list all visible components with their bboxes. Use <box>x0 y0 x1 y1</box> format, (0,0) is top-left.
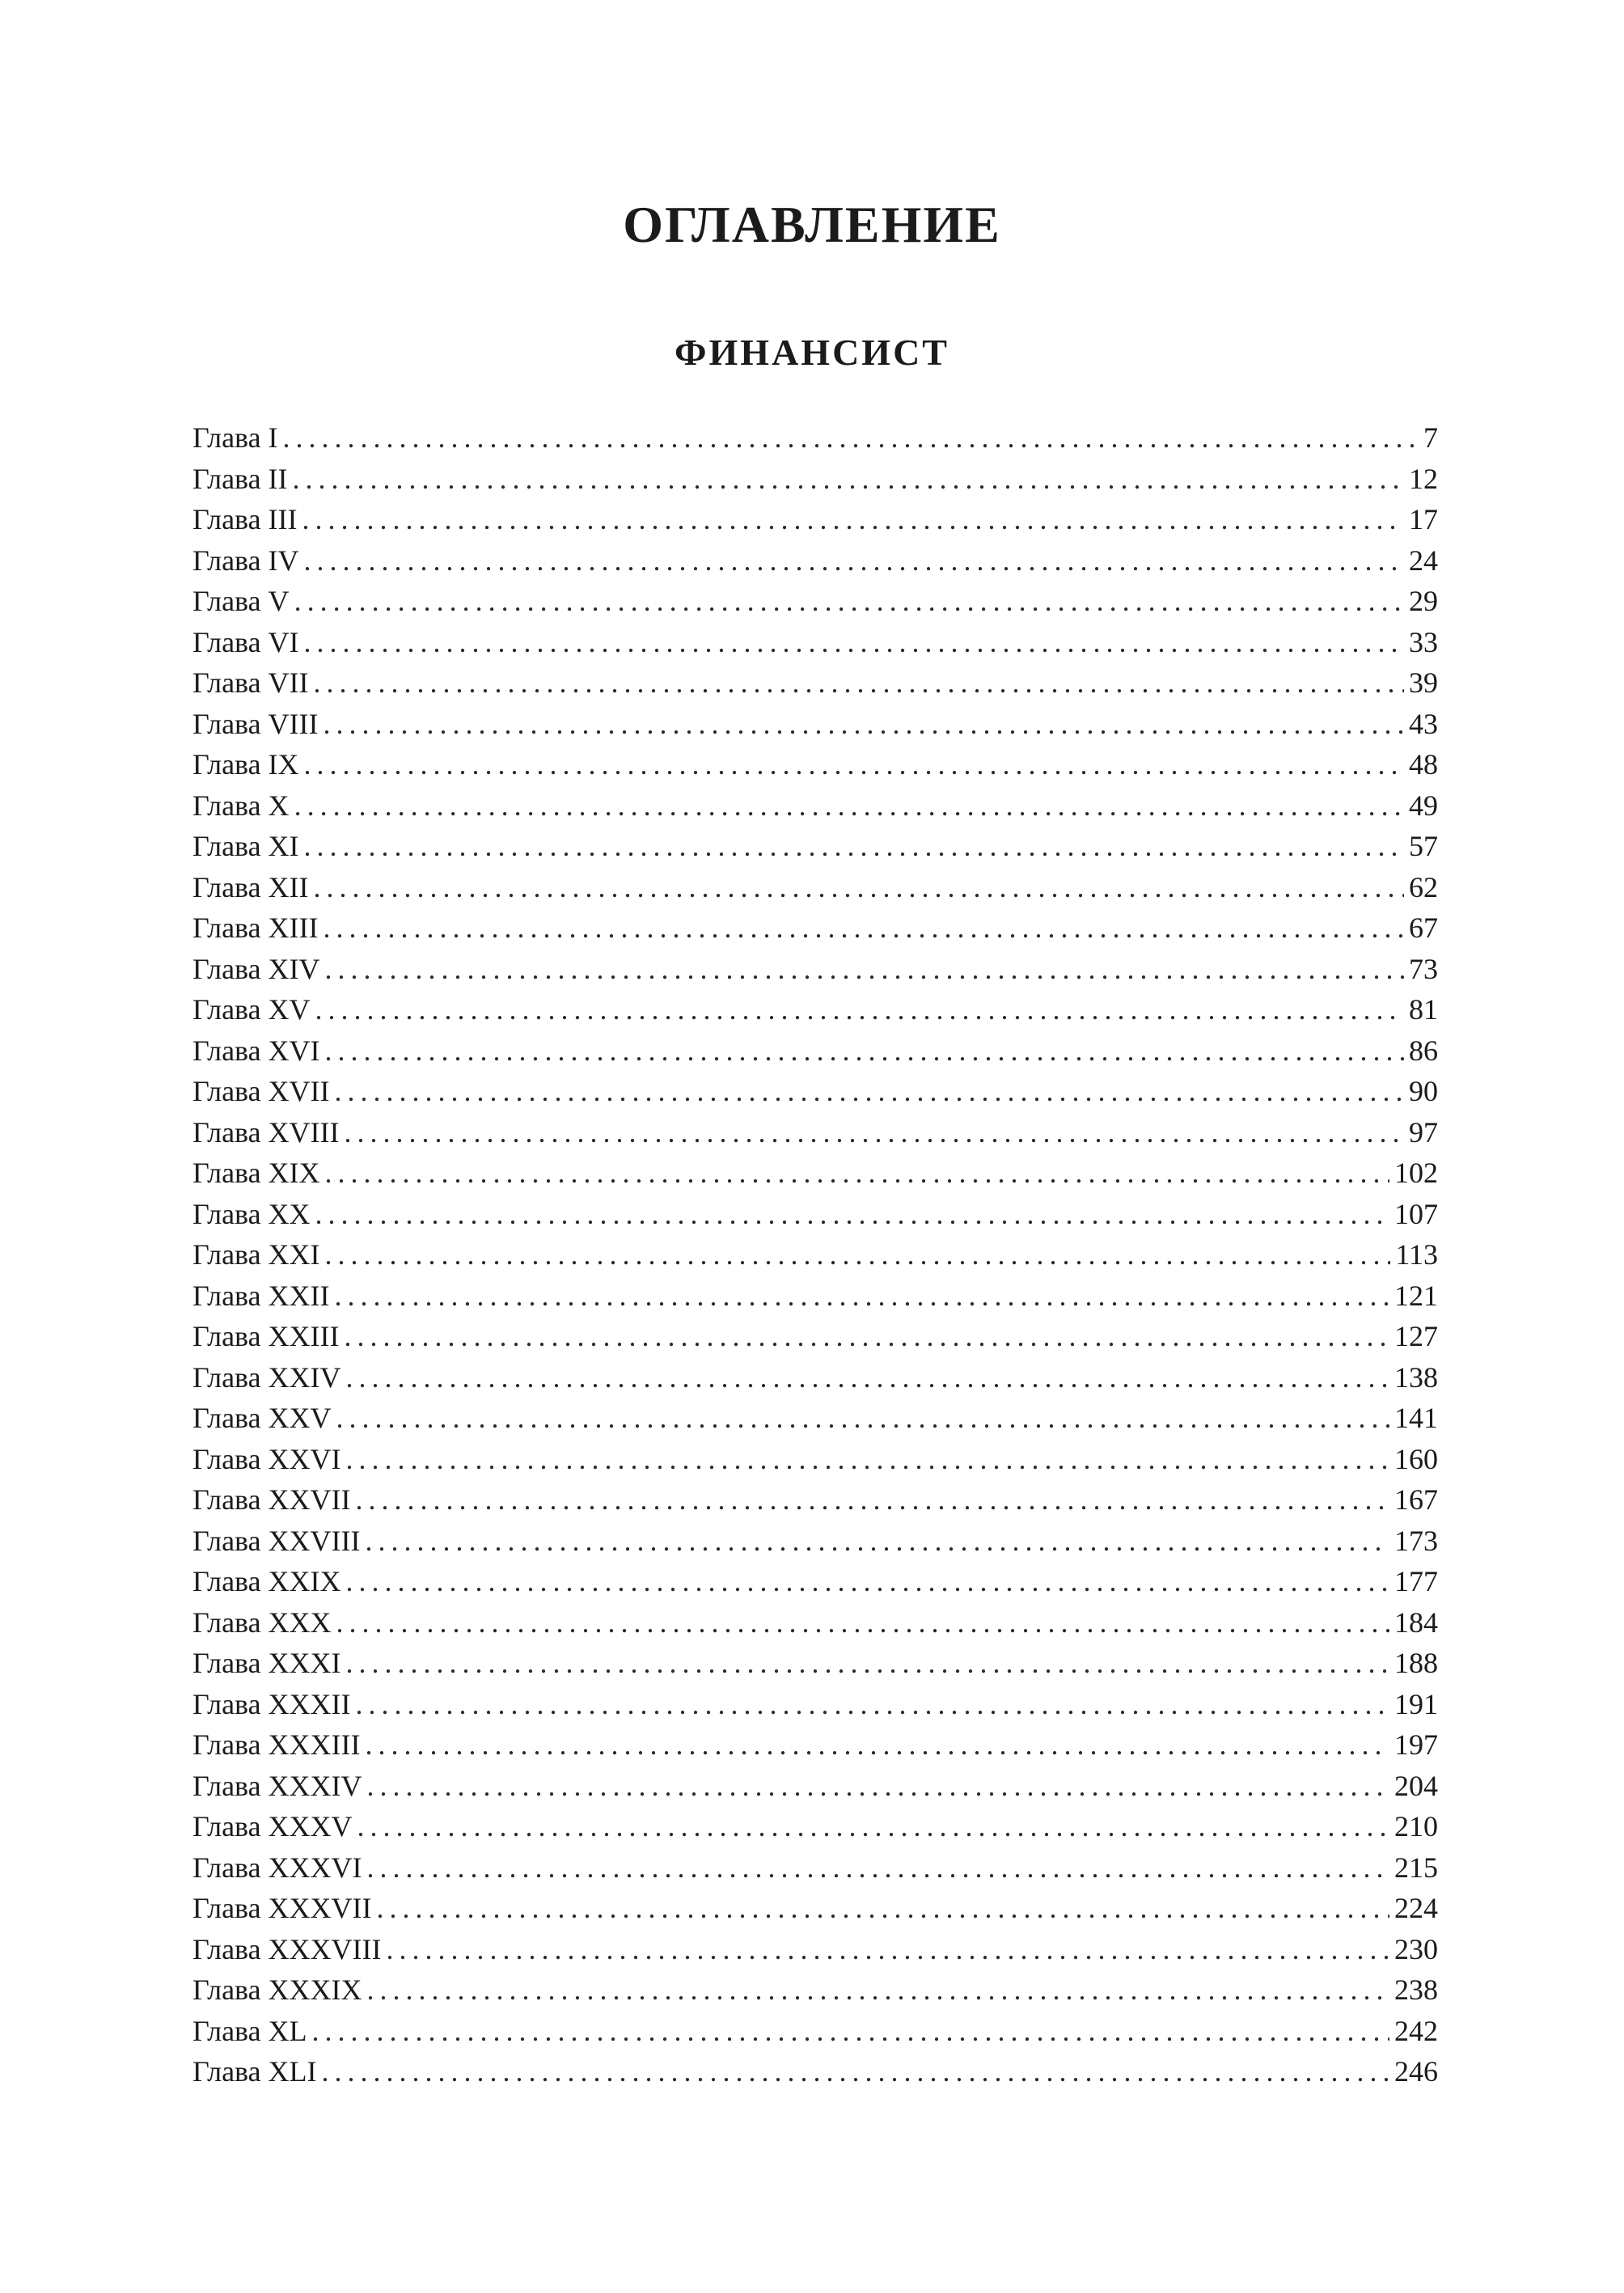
toc-entry-label: Глава XXX <box>192 1606 332 1639</box>
dot-leader <box>387 1929 1389 1970</box>
toc-entry-page-number: 121 <box>1394 1279 1438 1312</box>
dot-leader <box>356 1479 1389 1521</box>
dot-leader <box>377 1888 1389 1929</box>
dot-leader <box>325 1030 1404 1072</box>
toc-entry-label: Глава XXXVI <box>192 1851 362 1884</box>
toc-entry-label: Глава XXII <box>192 1279 330 1312</box>
toc-entry <box>192 1888 1438 1929</box>
toc-entry-page-number: 177 <box>1394 1565 1438 1597</box>
toc-entry <box>192 704 1438 745</box>
toc-entry-label: Глава IX <box>192 748 299 781</box>
toc-entry <box>192 1234 1438 1276</box>
toc-entry-page-number: 81 <box>1409 993 1438 1026</box>
toc-entry-label: Глава I <box>192 421 278 454</box>
toc-entry-page-number: 73 <box>1409 952 1438 985</box>
dot-leader <box>346 1439 1389 1480</box>
toc-entry-page-number: 17 <box>1409 503 1438 535</box>
toc-entry-label: Глава III <box>192 503 298 535</box>
dot-leader <box>315 989 1404 1030</box>
toc-entry-page-number: 197 <box>1394 1728 1438 1761</box>
toc-entry-page-number: 173 <box>1394 1524 1438 1557</box>
toc-entry-label: Глава XI <box>192 830 299 862</box>
toc-entry-page-number: 86 <box>1409 1034 1438 1067</box>
toc-entry <box>192 1316 1438 1357</box>
toc-entry-page-number: 191 <box>1394 1687 1438 1720</box>
toc-entry-label: Глава XV <box>192 993 311 1026</box>
table-of-contents <box>192 417 1438 2092</box>
dot-leader <box>366 1521 1389 1562</box>
toc-entry-label: Глава XXVIII <box>192 1524 361 1557</box>
toc-entry-label: Глава XXXI <box>192 1647 341 1679</box>
toc-entry-page-number: 246 <box>1394 2055 1438 2088</box>
toc-entry <box>192 949 1438 990</box>
toc-entry <box>192 1071 1438 1112</box>
dot-leader <box>314 867 1404 908</box>
toc-entry-label: Глава XII <box>192 870 309 903</box>
toc-entry-page-number: 33 <box>1409 625 1438 658</box>
toc-entry-label: Глава VIII <box>192 707 319 740</box>
dot-leader <box>325 1234 1391 1276</box>
toc-entry-label: Глава XX <box>192 1197 311 1230</box>
toc-entry <box>192 744 1438 785</box>
toc-entry-page-number: 39 <box>1409 666 1438 699</box>
toc-entry <box>192 1724 1438 1766</box>
toc-entry-page-number: 24 <box>1409 544 1438 577</box>
toc-entry <box>192 1521 1438 1562</box>
toc-entry <box>192 1357 1438 1398</box>
toc-entry-label: Глава XVII <box>192 1075 330 1107</box>
toc-entry-label: Глава XLI <box>192 2055 317 2088</box>
toc-entry <box>192 1561 1438 1602</box>
dot-leader <box>346 1357 1389 1398</box>
dot-leader <box>345 1316 1389 1357</box>
dot-leader <box>294 785 1404 827</box>
dot-leader <box>294 581 1404 622</box>
toc-entry <box>192 1194 1438 1235</box>
dot-leader <box>366 1724 1389 1766</box>
dot-leader <box>346 1561 1389 1602</box>
toc-entry-page-number: 215 <box>1394 1851 1438 1884</box>
toc-entry-page-number: 224 <box>1394 1892 1438 1924</box>
dot-leader <box>346 1643 1389 1684</box>
toc-entry <box>192 1684 1438 1725</box>
toc-entry-label: Глава XXXII <box>192 1687 351 1720</box>
toc-entry-label: Глава II <box>192 462 288 495</box>
toc-entry <box>192 1847 1438 1889</box>
dot-leader <box>312 2011 1389 2052</box>
toc-entry-page-number: 188 <box>1394 1647 1438 1679</box>
toc-entry <box>192 662 1438 704</box>
section-title: ФИНАНСИСТ <box>675 332 949 373</box>
toc-entry <box>192 1929 1438 1970</box>
dot-leader <box>304 826 1404 867</box>
toc-entry-page-number: 12 <box>1409 462 1438 495</box>
dot-leader <box>357 1806 1389 1847</box>
toc-entry-page-number: 160 <box>1394 1442 1438 1475</box>
toc-entry-page-number: 62 <box>1409 870 1438 903</box>
dot-leader <box>336 1602 1389 1644</box>
toc-entry-label: Глава XXVII <box>192 1483 351 1516</box>
toc-entry-label: Глава XXIX <box>192 1565 341 1597</box>
toc-entry-label: Глава XIII <box>192 912 319 944</box>
toc-entry-label: Глава XIV <box>192 952 320 985</box>
toc-entry-page-number: 107 <box>1394 1197 1438 1230</box>
toc-entry-label: Глава XXIII <box>192 1320 340 1352</box>
toc-entry <box>192 1030 1438 1072</box>
toc-entry <box>192 1112 1438 1153</box>
toc-entry-page-number: 113 <box>1395 1238 1438 1271</box>
dot-leader <box>304 744 1404 785</box>
dot-leader <box>367 1766 1389 1807</box>
toc-entry-page-number: 67 <box>1409 912 1438 944</box>
toc-entry <box>192 1153 1438 1194</box>
toc-entry-label: Глава XXVI <box>192 1442 341 1475</box>
toc-entry-label: Глава VII <box>192 666 309 699</box>
toc-entry-page-number: 127 <box>1394 1320 1438 1352</box>
toc-entry-page-number: 48 <box>1409 748 1438 781</box>
dot-leader <box>367 1969 1389 2011</box>
toc-entry <box>192 907 1438 949</box>
toc-entry <box>192 1276 1438 1317</box>
toc-entry <box>192 417 1438 459</box>
toc-entry <box>192 622 1438 663</box>
toc-entry <box>192 2051 1438 2092</box>
toc-entry <box>192 785 1438 827</box>
toc-entry-page-number: 210 <box>1394 1810 1438 1842</box>
toc-entry <box>192 1479 1438 1521</box>
toc-entry-page-number: 138 <box>1394 1360 1438 1394</box>
toc-entry-label: Глава V <box>192 585 290 617</box>
toc-entry-label: Глава VI <box>192 625 299 658</box>
dot-leader <box>302 499 1404 540</box>
toc-entry-label: Глава XVIII <box>192 1115 340 1149</box>
dot-leader <box>325 949 1404 990</box>
dot-leader <box>304 540 1404 582</box>
dot-leader <box>336 1398 1389 1439</box>
toc-entry <box>192 826 1438 867</box>
toc-entry <box>192 1643 1438 1684</box>
toc-entry <box>192 1969 1438 2011</box>
toc-entry <box>192 1806 1438 1847</box>
toc-entry-page-number: 43 <box>1409 707 1438 740</box>
toc-entry-label: Глава IV <box>192 544 299 577</box>
dot-leader <box>314 662 1404 704</box>
toc-entry-page-number: 57 <box>1409 830 1438 862</box>
toc-entry <box>192 1602 1438 1644</box>
toc-entry-label: Глава XXXVIII <box>192 1932 382 1965</box>
toc-entry <box>192 2011 1438 2052</box>
toc-entry-label: Глава X <box>192 789 290 822</box>
dot-leader <box>367 1847 1389 1889</box>
dot-leader <box>293 459 1404 500</box>
toc-entry-page-number: 230 <box>1394 1932 1438 1965</box>
toc-entry-label: Глава XVI <box>192 1034 320 1067</box>
toc-entry <box>192 1398 1438 1439</box>
dot-leader <box>356 1684 1389 1725</box>
toc-entry-page-number: 184 <box>1394 1606 1438 1639</box>
dot-leader <box>324 704 1404 745</box>
toc-entry-label: Глава XXIV <box>192 1360 341 1394</box>
toc-entry-label: Глава XL <box>192 2014 307 2047</box>
toc-entry <box>192 1766 1438 1807</box>
toc-entry-page-number: 7 <box>1423 421 1438 454</box>
toc-entry <box>192 540 1438 582</box>
toc-entry-page-number: 204 <box>1394 1769 1438 1802</box>
toc-entry-page-number: 29 <box>1409 585 1438 617</box>
toc-entry-page-number: 102 <box>1394 1157 1438 1189</box>
toc-entry-page-number: 49 <box>1409 789 1438 822</box>
dot-leader <box>315 1194 1389 1235</box>
dot-leader <box>304 622 1404 663</box>
toc-entry-label: Глава XXXV <box>192 1810 353 1842</box>
toc-entry <box>192 867 1438 908</box>
toc-entry-label: Глава XIX <box>192 1157 320 1189</box>
toc-entry <box>192 459 1438 500</box>
toc-entry <box>192 989 1438 1030</box>
dot-leader <box>283 417 1419 459</box>
toc-entry-label: Глава XXXVII <box>192 1892 372 1924</box>
toc-entry-label: Глава XXXIV <box>192 1769 362 1802</box>
toc-entry-page-number: 97 <box>1409 1115 1438 1149</box>
toc-entry-page-number: 242 <box>1394 2014 1438 2047</box>
toc-entry-page-number: 238 <box>1394 1974 1438 2006</box>
toc-entry <box>192 499 1438 540</box>
dot-leader <box>325 1153 1389 1194</box>
toc-entry-label: Глава XXXIX <box>192 1974 362 2006</box>
dot-leader <box>324 907 1404 949</box>
toc-entry-page-number: 90 <box>1409 1075 1438 1107</box>
toc-entry-label: Глава XXXIII <box>192 1728 361 1761</box>
toc-entry <box>192 581 1438 622</box>
dot-leader <box>345 1112 1404 1153</box>
toc-entry-label: Глава XXI <box>192 1238 320 1271</box>
toc-entry <box>192 1439 1438 1480</box>
page-title: ОГЛАВЛЕНИЕ <box>623 196 1001 253</box>
dot-leader <box>335 1276 1389 1317</box>
dot-leader <box>322 2051 1389 2092</box>
toc-entry-label: Глава XXV <box>192 1402 332 1434</box>
toc-entry-page-number: 167 <box>1394 1483 1438 1516</box>
dot-leader <box>335 1071 1404 1112</box>
toc-entry-page-number: 141 <box>1394 1402 1438 1434</box>
